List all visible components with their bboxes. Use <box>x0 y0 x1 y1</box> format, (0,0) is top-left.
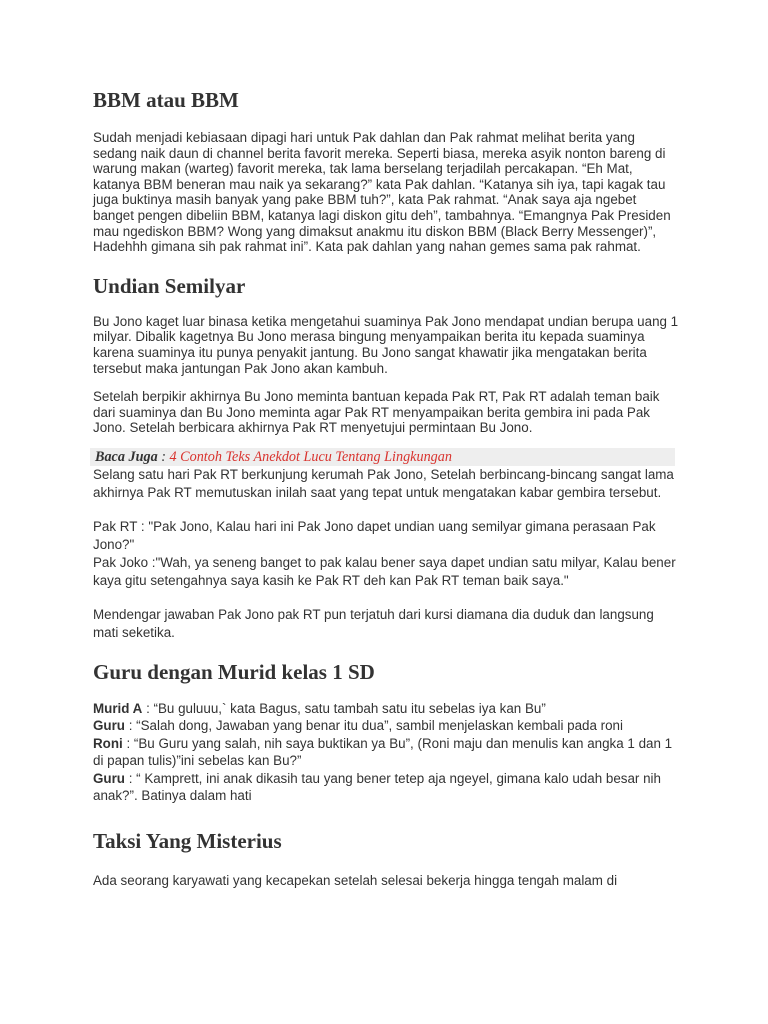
dialog-line-pak-rt: Pak RT : "Pak Jono, Kalau hari ini Pak Jono dapet undian uang semilyar gimana perasaan Pak Jono?" <box>93 518 656 552</box>
dialog-text: : “Salah dong, Jawaban yang benar itu dua”, sambil menjelaskan kembali pada roni <box>125 718 623 734</box>
dialog-line <box>93 700 679 718</box>
paragraph: Mendengar jawaban Pak Jono pak RT pun terjatuh dari kursi diamana dia duduk dan langsung mati seketika. <box>93 606 654 640</box>
speaker-name: Roni <box>93 735 123 751</box>
dialog-text: : “Bu Guru yang salah, nih saya buktikan ya Bu”, (Roni maju dan menulis kan angka 1 dan 1 di papan tulis)”ini sebelas kan Bu?” <box>93 735 673 769</box>
speaker-name: Murid A <box>93 700 143 716</box>
dialog-line <box>93 735 679 770</box>
paragraph: Setelah berpikir akhirnya Bu Jono meminta bantuan kepada Pak RT, Pak RT adalah teman baik dari suaminya dan Bu Jono meminta agar Pak RT menyampaikan berita gembira ini pada Pak Jono. Setelah berbicara akhirnya Pak RT menyetujui permintaan Bu Jono. <box>93 389 660 436</box>
baca-juga-box <box>90 448 675 466</box>
speaker-name: Guru <box>93 770 125 786</box>
paragraph: Ada seorang karyawati yang kecapekan setelah selesai bekerja hingga tengah malam di <box>93 872 618 888</box>
dialog-block <box>93 700 679 805</box>
baca-juga-label: Baca Juga <box>95 448 158 465</box>
dialog-line <box>93 770 679 805</box>
paragraph: Bu Jono kaget luar binasa ketika mengetahui suaminya Pak Jono mendapat undian berupa uang 1 milyar. Dibalik kagetnya Bu Jono merasa bingung menyampaikan berita itu kepada suaminya karena suaminya itu punya penyakit jantung. Bu Jono sangat khawatir jika mengatakan berita tersebut maka jantungan Pak Jono akan kambuh. <box>93 313 679 376</box>
section-title-bbm: BBM atau BBM <box>93 88 239 112</box>
speaker-name: Guru <box>93 718 125 734</box>
section-title-taksi: Taksi Yang Misterius <box>93 828 282 853</box>
baca-juga-separator: : <box>157 448 170 465</box>
section-title-guru: Guru dengan Murid kelas 1 SD <box>93 659 375 684</box>
related-article-link[interactable]: 4 Contoh Teks Anekdot Lucu Tentang Lingkungan <box>169 448 452 465</box>
article-body <box>93 86 679 889</box>
paragraph: Sudah menjadi kebiasaan dipagi hari untuk Pak dahlan dan Pak rahmat melihat berita yang sedang naik daun di channel berita favorit mereka. Seperti biasa, mereka asyik nonton bareng di warung makan (warteg) favorit mereka, tak lama berselang terjadilah percakapan. “Eh Mat, katanya BBM beneran mau naik ya sekarang?” kata Pak dahlan. “Katanya sih iya, tapi kagak tau juga buktinya masih banyak yang pake BBM tuh?”, kata Pak rahmat. “Anak saya aja ngebet banget pengen dibeliin BBM, katanya lagi diskon gitu deh”, tambahnya. “Emangnya Pak Presiden mau ngediskon BBM? Wong yang dimaksut anakmu itu diskon BBM (Black Berry Messenger)”, Hadehhh gimana sih pak rahmat ini”. Kata pak dahlan yang nahan gemes sama pak rahmat. <box>93 130 671 255</box>
paragraph: Selang satu hari Pak RT berkunjung kerumah Pak Jono, Setelah berbincang-bincang sangat lama akhirnya Pak RT memutuskan inilah saat yang tepat untuk mengatakan kabar gembira tersebut. <box>93 466 674 500</box>
section-title-undian: Undian Semilyar <box>93 273 246 298</box>
dialog-line <box>93 717 679 735</box>
dialog-line-pak-joko: Pak Joko :"Wah, ya seneng banget to pak kalau bener saya dapet undian satu milyar, Kalau bener kaya gitu setengahnya saya kasih ke Pak RT deh kan Pak RT teman baik saya." <box>93 554 676 588</box>
dialog-text: : “Bu guluuu,` kata Bagus, satu tambah satu itu sebelas iya kan Bu” <box>142 700 546 716</box>
dialog-text: : “ Kamprett, ini anak dikasih tau yang bener tetep aja ngeyel, gimana kalo udah besar nih anak?”. Batinya dalam hati <box>93 770 661 804</box>
